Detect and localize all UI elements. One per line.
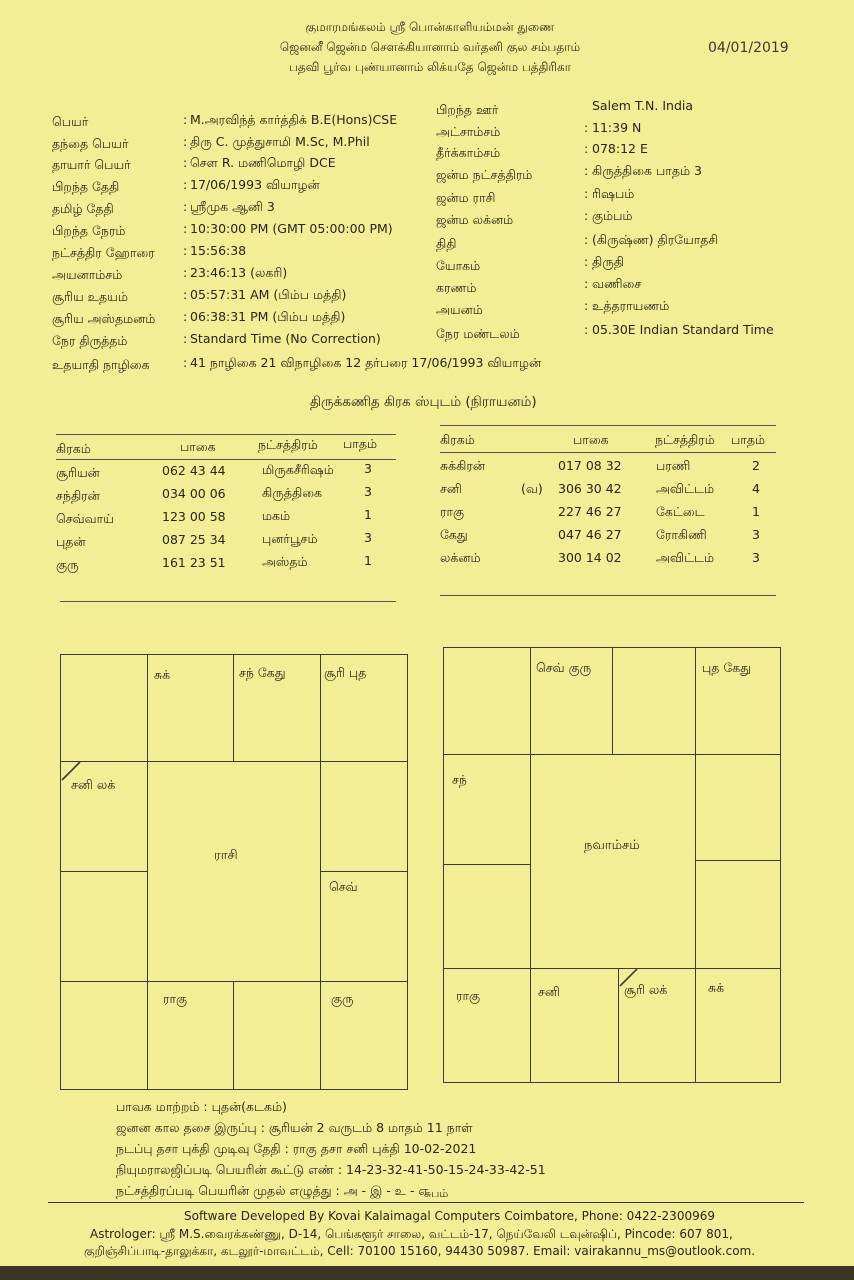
graha-degree: 306 30 42 — [558, 481, 622, 496]
header-sloka-2: பதவி பூர்வ புண்யானாம் லிக்யதே ஜென்ம பத்திரிகா — [288, 60, 572, 74]
graha-pada: 4 — [752, 481, 760, 496]
footer-line: நட்சத்திரப்படி பெயரின் முதல் எழுத்து : அ - இ - உ - எ — [116, 1183, 429, 1198]
navamsa-house-dhanusu: ராகு — [456, 988, 481, 1003]
rasi-house-kumbam: சனி லக் — [71, 777, 116, 792]
graha-planet: சூரியன் — [56, 465, 100, 480]
detail-value: Salem T.N. India — [592, 98, 694, 113]
navamsa-house-mesham: செவ் குரு — [536, 660, 592, 675]
detail-value: (கிருஷ்ண) திரயோதசி — [592, 232, 719, 247]
detail-label: தமிழ் தேதி — [52, 201, 114, 216]
detail-value: சௌ R. மணிமொழி DCE — [190, 155, 336, 170]
navamsa-house-mithunam: புத கேது — [702, 660, 752, 675]
graha-star: மகம் — [262, 508, 291, 523]
detail-label: சூரிய அஸ்தமனம் — [52, 311, 156, 326]
graha-degree: 034 00 06 — [162, 486, 226, 501]
detail-value: 10:30:00 PM (GMT 05:00:00 PM) — [190, 221, 393, 236]
graha-planet: சனி — [440, 481, 462, 496]
graha-pada: 1 — [364, 507, 372, 522]
astrologer-line-1: Astrologer: ஸ்ரீ M.S.வைரக்கண்ணு, D-14, பெங்களூர் சாலை, வட்டம்-17, நெய்வேலி டவுன்ஷிப், Pincode: 607 801, — [90, 1227, 733, 1241]
graha-table-title: திருக்கணித கிரக ஸ்புடம் (நிராயனம்) — [310, 394, 537, 410]
detail-label: உதயாதி நாழிகை — [52, 357, 150, 372]
detail-value: திரு C. முத்துசாமி M.Sc, M.Phil — [190, 134, 370, 149]
table-edge — [0, 1266, 854, 1280]
detail-label: அட்சாம்சம் — [436, 124, 501, 139]
detail-colon: : — [183, 112, 188, 127]
graha-star: புனர்பூசம் — [262, 531, 318, 546]
rasi-house-kanni: குரு — [331, 991, 354, 1006]
detail-label: தீர்க்காம்சம் — [436, 145, 501, 160]
detail-colon: : — [584, 120, 589, 135]
graha-star: மிருகசீரிஷம் — [262, 462, 334, 477]
detail-value: 15:56:38 — [190, 243, 247, 258]
graha-star: பரணி — [656, 458, 691, 473]
detail-label: நட்சத்திர ஹோரை — [52, 245, 155, 260]
print-date: 04/01/2019 — [708, 40, 789, 56]
graha-planet: லக்னம் — [440, 550, 481, 565]
detail-colon: : — [584, 322, 589, 337]
graha-planet: புதன் — [56, 534, 86, 549]
detail-colon: : — [584, 232, 589, 247]
footer-line: நியுமராலஜிப்படி பெயரின் கூட்டு எண் : 14-23-32-41-50-15-24-33-42-51 — [116, 1162, 546, 1177]
detail-value: M.அரவிந்த் கார்த்திக் B.E(Hons)CSE — [190, 112, 398, 127]
detail-colon: : — [584, 208, 589, 223]
detail-label: பிறந்த ஊர் — [436, 102, 499, 117]
graha-star: கிருத்திகை — [262, 485, 323, 500]
graha-star: அஸ்தம் — [262, 554, 308, 569]
graha-pada: 2 — [752, 458, 760, 473]
rasi-house-simmam: செவ் — [329, 879, 358, 894]
graha-head-planet-left: கிரகம் — [56, 441, 91, 456]
detail-colon: : — [183, 331, 188, 346]
detail-colon: : — [584, 141, 589, 156]
graha-planet: குரு — [56, 557, 79, 572]
graha-pada: 3 — [752, 527, 760, 542]
graha-degree: 047 46 27 — [558, 527, 622, 542]
detail-colon: : — [183, 355, 188, 370]
navamsa-house-viruchigam: சனி — [538, 984, 560, 999]
detail-colon: : — [183, 243, 188, 258]
detail-value: வணிசை — [592, 276, 642, 291]
graha-head-star-left: நட்சத்திரம் — [258, 437, 318, 452]
graha-pada: 3 — [364, 484, 372, 499]
software-credit: Software Developed By Kovai Kalaimagal Computers Coimbatore, Phone: 0422-2300969 — [184, 1209, 715, 1223]
graha-pada: 1 — [364, 553, 372, 568]
detail-label: தந்தை பெயர் — [52, 136, 129, 151]
astrologer-line-2: குறிஞ்சிப்பாடி-தாலுக்கா, கடலூர்-மாவட்டம், Cell: 70100 15160, 94430 50987. Email: vairakannu_ms@outlook.com. — [84, 1244, 756, 1258]
graha-planet: சந்திரன் — [56, 488, 100, 503]
detail-colon: : — [183, 177, 188, 192]
graha-star: கேட்டை — [656, 504, 705, 519]
graha-degree: 161 23 51 — [162, 555, 226, 570]
graha-planet: செவ்வாய் — [56, 511, 114, 526]
rasi-chart — [60, 654, 408, 1090]
detail-colon: : — [183, 265, 188, 280]
rule-left-head — [56, 459, 396, 460]
footer-line: ஜனன கால தசை இருப்பு : சூரியன் 2 வருடம் 8 மாதம் 11 நாள் — [116, 1120, 473, 1135]
footer-line: நடப்பு தசா புக்தி முடிவு தேதி : ராகு தசா சனி புக்தி 10-02-2021 — [116, 1141, 477, 1156]
navamsa-house-kumbam: சந் — [452, 772, 467, 787]
graha-pada: 3 — [364, 530, 372, 545]
detail-label: திதி — [436, 236, 457, 251]
graha-head-pada-right: பாதம் — [731, 432, 766, 447]
navamsa-house-thulam: சூரி லக் — [624, 982, 668, 997]
graha-planet: சுக்கிரன் — [440, 458, 485, 473]
detail-colon: : — [584, 186, 589, 201]
graha-star: அவிட்டம் — [656, 481, 715, 496]
graha-head-star-right: நட்சத்திரம் — [655, 432, 715, 447]
rasi-house-mithunam: சூரி புத — [324, 665, 367, 680]
footer-line: பாவக மாற்றம் : புதன்(கடகம்) — [116, 1099, 287, 1114]
detail-value: 41 நாழிகை 21 விநாழிகை 12 தர்பரை 17/06/1993 வியாழன் — [190, 355, 542, 370]
detail-value: 17/06/1993 வியாழன் — [190, 177, 320, 192]
graha-pada: 3 — [752, 550, 760, 565]
graha-planet: கேது — [440, 527, 468, 542]
rasi-house-mesham: சுக் — [154, 667, 171, 682]
rule-right-bottom — [440, 595, 776, 596]
detail-label: சூரிய உதயம் — [52, 289, 128, 304]
detail-value: 06:38:31 PM (பிம்ப மத்தி) — [190, 309, 346, 324]
rasi-house-rishabam: சந் கேது — [239, 665, 286, 680]
graha-pada: 1 — [752, 504, 760, 519]
footer-rule — [48, 1202, 804, 1203]
detail-label: கரணம் — [436, 280, 477, 295]
detail-value: கிருத்திகை பாதம் 3 — [592, 163, 702, 178]
detail-colon: : — [183, 221, 188, 236]
detail-colon: : — [183, 155, 188, 170]
graha-head-pada-left: பாதம் — [343, 436, 378, 451]
detail-colon: : — [584, 254, 589, 269]
graha-degree: 123 00 58 — [162, 509, 226, 524]
navamsa-lagna-mark — [618, 967, 640, 989]
rasi-house-viruchigam: ராகு — [163, 991, 188, 1006]
graha-star: அவிட்டம் — [656, 550, 715, 565]
header-invocation: குமாரமங்கலம் ஸ்ரீ பொன்காளியம்மன் துணை — [305, 20, 555, 34]
detail-value: திருதி — [592, 254, 625, 269]
rule-left-top — [56, 434, 396, 435]
detail-label: தாயார் பெயர் — [52, 157, 131, 172]
detail-value: 11:39 N — [592, 120, 642, 135]
rule-left-bottom — [60, 601, 396, 602]
detail-value: 05.30E Indian Standard Time — [592, 322, 774, 337]
detail-value: கும்பம் — [592, 208, 633, 223]
detail-value: 23:46:13 (லகரி) — [190, 265, 288, 280]
detail-value: உத்தராயணம் — [592, 298, 670, 313]
detail-label: நேர மண்டலம் — [436, 326, 520, 341]
navamsa-house-kanni: சுக் — [708, 980, 725, 995]
detail-value: 05:57:31 AM (பிம்ப மத்தி) — [190, 287, 347, 302]
detail-colon: : — [584, 163, 589, 178]
navamsa-chart — [443, 647, 781, 1083]
graha-head-degree-right: பாகை — [573, 432, 609, 447]
graha-degree: 062 43 44 — [162, 463, 226, 478]
graha-flag: (வ) — [521, 481, 543, 496]
detail-value: 078:12 E — [592, 141, 648, 156]
graha-head-planet-right: கிரகம் — [440, 432, 475, 447]
detail-colon: : — [183, 287, 188, 302]
rule-right-top — [440, 425, 776, 426]
navamsa-title: நவாம்சம் — [584, 838, 640, 853]
detail-label: ஜன்ம ராசி — [436, 190, 496, 205]
detail-label: அயனம் — [436, 302, 483, 317]
detail-label: ஜன்ம நட்சத்திரம் — [436, 167, 533, 182]
graha-planet: ராகு — [440, 504, 465, 519]
detail-label: நேர திருத்தம் — [52, 333, 128, 348]
detail-value: ரிஷபம் — [592, 186, 635, 201]
subham: சுபம் — [424, 1187, 449, 1200]
detail-colon: : — [183, 309, 188, 324]
graha-pada: 3 — [364, 461, 372, 476]
detail-label: ஜன்ம லக்னம் — [436, 212, 514, 227]
graha-degree: 300 14 02 — [558, 550, 622, 565]
detail-label: பிறந்த நேரம் — [52, 223, 126, 238]
graha-degree: 087 25 34 — [162, 532, 226, 547]
detail-label: பெயர் — [52, 114, 89, 129]
detail-colon: : — [584, 276, 589, 291]
detail-colon: : — [584, 298, 589, 313]
rasi-title: ராசி — [214, 848, 238, 863]
detail-value: Standard Time (No Correction) — [190, 331, 381, 346]
graha-degree: 017 08 32 — [558, 458, 622, 473]
detail-colon: : — [183, 199, 188, 214]
graha-star: ரோகிணி — [656, 527, 707, 542]
detail-value: ஸ்ரீமுக ஆனி 3 — [190, 199, 275, 214]
detail-label: பிறந்த தேதி — [52, 179, 120, 194]
detail-colon: : — [183, 134, 188, 149]
detail-label: யோகம் — [436, 258, 481, 273]
rule-right-head — [440, 452, 776, 453]
graha-degree: 227 46 27 — [558, 504, 622, 519]
detail-label: அயனாம்சம் — [52, 267, 123, 282]
graha-head-degree-left: பாகை — [180, 439, 216, 454]
rasi-lagna-mark — [60, 760, 84, 784]
header-sloka-1: ஜெனனீ ஜென்ம சௌக்கியானாம் வர்தனி குல சம்பதாம் — [279, 40, 581, 54]
